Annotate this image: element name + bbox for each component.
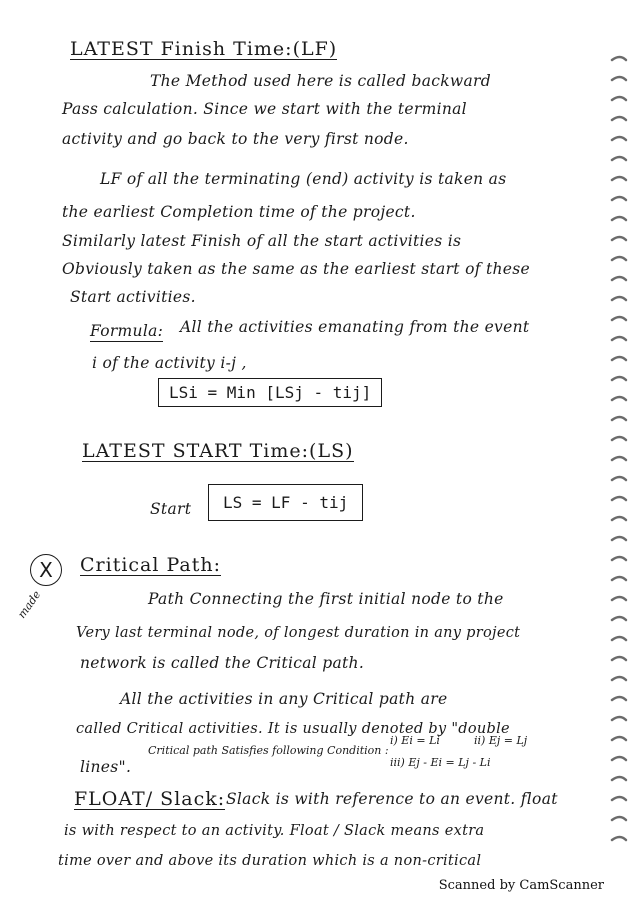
lft-line-1: The Method used here is called backward (150, 72, 491, 90)
lft-line-5: the earliest Completion time of the project. (62, 203, 416, 221)
scanner-watermark: Scanned by CamScanner (438, 878, 604, 893)
critical-line-6: lines". (80, 758, 132, 776)
critical-line-4: All the activities in any Critical path are (120, 690, 448, 708)
critical-line-5: called Critical activities. It is usually denoted by "double (76, 721, 510, 737)
lft-line-4: LF of all the terminating (end) activity is taken as (100, 170, 507, 188)
critical-condition-1: i) Ei = Li (390, 734, 440, 747)
lft-line-8: Start activities. (70, 288, 196, 306)
lst-start-label: Start (150, 500, 192, 518)
x-marker-icon: X (30, 554, 62, 586)
float-title: FLOAT/ Slack: (74, 788, 226, 810)
critical-title: Critical Path: (80, 554, 222, 576)
formula-text-1: All the activities emanating from the event (180, 318, 530, 336)
critical-condition-2: ii) Ej = Lj (474, 734, 528, 747)
critical-line-2: Very last terminal node, of longest duration in any project (76, 625, 521, 641)
lft-line-6: Similarly latest Finish of all the start activities is (62, 232, 462, 250)
formula-text-2: i of the activity i-j , (92, 354, 247, 372)
lft-title: LATEST Finish Time:(LF) (70, 38, 338, 60)
lst-title: LATEST START Time:(LS) (82, 440, 354, 462)
lft-line-7: Obviously taken as the same as the earliest start of these (62, 260, 530, 278)
critical-condition-text: Critical path Satisfies following Condition : (148, 744, 389, 757)
formula-ls-box: LSi = Min [LSj - tij] (158, 378, 382, 407)
float-line-2: is with respect to an activity. Float / Slack means extra (64, 823, 485, 839)
lft-line-2: Pass calculation. Since we start with the terminal (62, 100, 467, 118)
critical-line-1: Path Connecting the first initial node to the (148, 590, 504, 608)
formula-label: Formula: (90, 322, 164, 340)
spiral-binding (606, 50, 632, 860)
critical-condition-3: iii) Ej - Ei = Lj - Li (390, 756, 491, 769)
lft-line-3: activity and go back to the very first node. (62, 130, 409, 148)
margin-note: made (15, 588, 44, 621)
float-line-1: Slack is with reference to an event. float (226, 790, 558, 808)
float-line-3: time over and above its duration which is a non-critical (58, 853, 482, 869)
critical-line-3: network is called the Critical path. (80, 654, 365, 672)
lst-box: LS = LF - tij (208, 484, 363, 521)
